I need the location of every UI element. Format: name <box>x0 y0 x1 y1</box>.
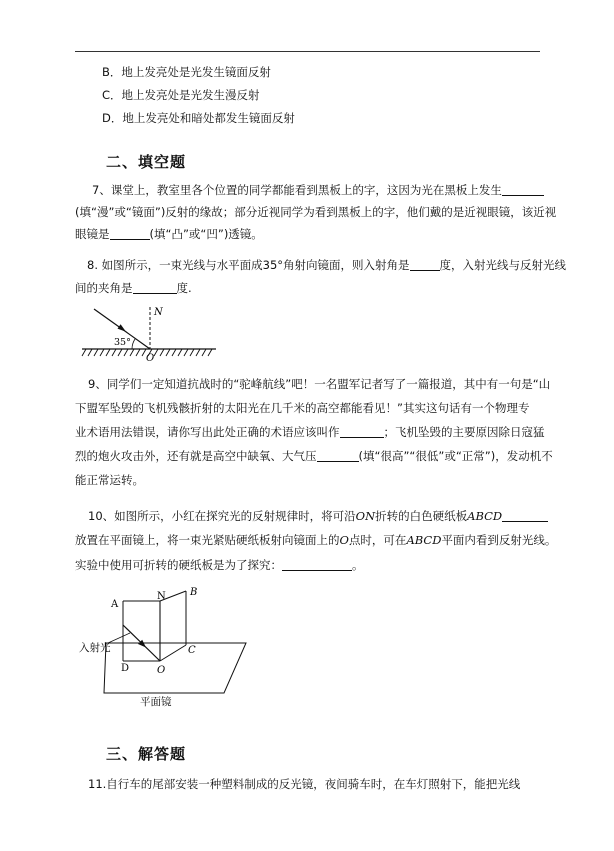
label-angle: 35° <box>114 337 131 348</box>
header-rule <box>75 51 540 52</box>
q9-blank1[interactable] <box>340 425 384 438</box>
section-fill-in-title: 二、填空题 <box>106 153 187 171</box>
q10-line3: 实验中使用可折转的硬纸板是为了探究： 。 <box>75 558 364 572</box>
q7-line3: 眼镜是 (填“凸”或“凹”)透镜。 <box>75 227 263 241</box>
label-a: A <box>111 599 119 610</box>
label-n: N <box>154 307 163 318</box>
q10-line2: 放置在平面镜上，将一束光紧贴硬纸板射向镜面上的O点时，可在ABCD平面内看到反射光线。 <box>75 533 557 547</box>
label-incident-light: 入射光 <box>79 642 111 654</box>
pointer-line <box>108 633 130 643</box>
q9-line3: 业术语用法错误，请你写出此处正确的术语应该叫作 ；飞机坠毁的主要原因除日寇猛 <box>75 425 545 439</box>
label-o: O <box>157 665 166 676</box>
q8-blank2[interactable] <box>133 281 177 294</box>
q8-line1: 8. 如图所示，一束光线与水平面成35°角射向镜面，则入射角是 度，入射光线与反射光线 <box>87 258 567 272</box>
figure-reflection-35 <box>80 305 220 363</box>
option-b: B．地上发亮处是光发生镜面反射 <box>102 65 271 79</box>
q9-blank2[interactable] <box>317 449 359 462</box>
q9-line4: 烈的炮火攻击外，还有就是高空中缺氧、大气压 (填“很高”“很低”或“正常”)，发动机不 <box>75 449 553 463</box>
q8-line2: 间的夹角是 度. <box>75 281 192 295</box>
section-answer-title: 三、解答题 <box>106 745 187 763</box>
q10-line1: 10、如图所示，小红在探究光的反射规律时，将可沿ON折转的白色硬纸板ABCD <box>88 508 548 524</box>
label-o: O <box>146 353 155 364</box>
q8-blank1[interactable] <box>410 258 440 271</box>
option-d: D．地上发亮处和暗处都发生镜面反射 <box>102 111 295 125</box>
q7-line1: 7、课堂上，教室里各个位置的同学都能看到黑板上的字，这因为光在黑板上发生 <box>92 182 544 198</box>
q7-line2: (填“漫”或“镜面”)反射的缘故；部分近视同学为看到黑板上的字，他们戴的是近视眼镜，该近视 <box>75 205 557 219</box>
label-c: C <box>188 645 196 656</box>
figure-folding-cardboard <box>78 585 248 710</box>
q10-blank2[interactable] <box>282 558 352 571</box>
q9-line5: 能正常运转。 <box>75 473 144 487</box>
label-plane-mirror: 平面镜 <box>140 696 172 708</box>
q11-line1: 11.自行车的尾部安装一种塑料制成的反光镜，夜间骑车时，在车灯照射下，能把光线 <box>88 777 521 791</box>
q9-line2: 下盟军坠毁的飞机残骸折射的太阳光在几千米的高空都能看见！”其实这句话有一个物理专 <box>75 401 530 415</box>
label-b: B <box>190 587 198 598</box>
q7-blank1[interactable] <box>502 183 544 196</box>
q10-blank1[interactable] <box>502 509 548 522</box>
label-n: N <box>157 591 166 602</box>
q9-line1: 9、同学们一定知道抗战时的“驼峰航线”吧！一名盟军记者写了一篇报道，其中有一句是“山 <box>88 377 551 391</box>
ray-arrow-icon <box>118 324 127 332</box>
label-d: D <box>121 663 130 674</box>
q7-blank2[interactable] <box>110 227 150 240</box>
option-c: C．地上发亮处是光发生漫反射 <box>102 88 260 102</box>
